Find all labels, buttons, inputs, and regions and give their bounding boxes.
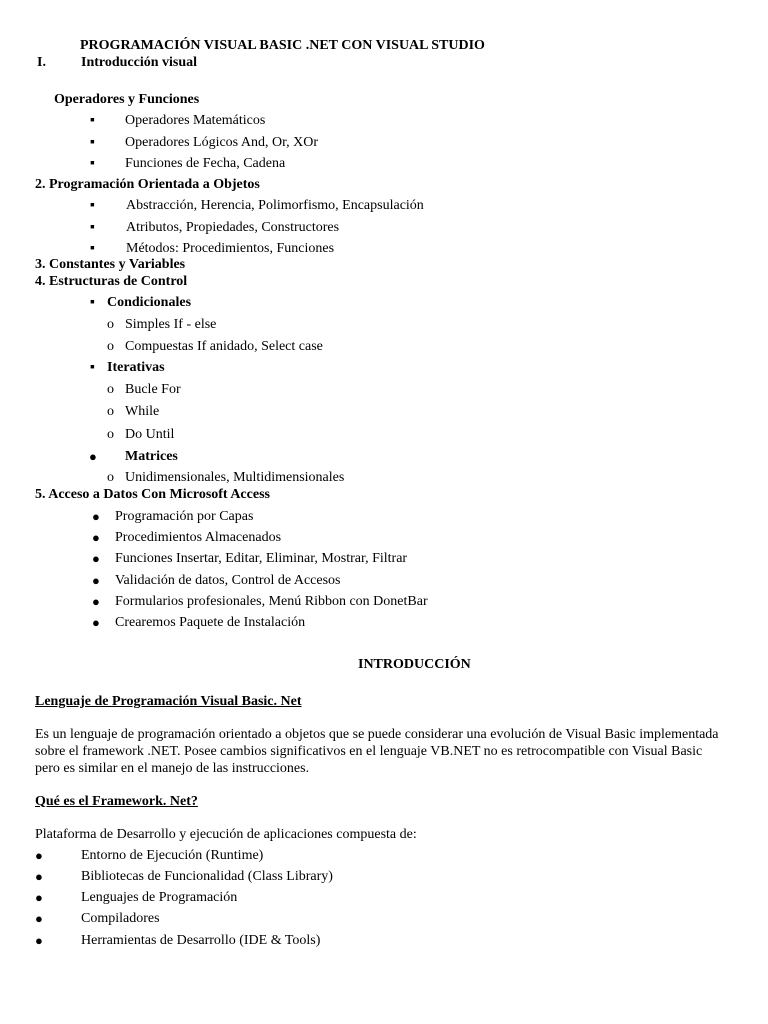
list-item: Funciones Insertar, Editar, Eliminar, Mostrar, Filtrar [115,551,408,566]
list-item: Unidimensionales, Multidimensionales [125,470,345,485]
list-item: Programación por Capas [115,509,254,524]
square-bullet-icon: ▪ [90,113,95,128]
square-bullet-icon: ▪ [90,198,95,213]
list-item: Atributos, Propiedades, Constructores [126,220,340,235]
list-item: Entorno de Ejecución (Runtime) [81,848,264,863]
list-item: Compiladores [81,911,160,926]
square-bullet-icon: ▪ [90,156,95,171]
list-item: Formularios profesionales, Menú Ribbon con DonetBar [115,594,428,609]
subsection-matrices: Matrices [125,449,178,464]
list-item: While [125,404,160,419]
framework-heading: Qué es el Framework. Net? [35,794,198,809]
section-1-number: I. [37,55,46,70]
round-bullet-icon: ● [92,530,100,545]
list-item: Bucle For [125,382,181,397]
section-1-title: Introducción visual [81,55,198,70]
circle-bullet-icon: o [107,382,114,397]
round-bullet-icon: ● [35,911,43,926]
circle-bullet-icon: o [107,317,114,332]
round-bullet-icon: ● [92,509,100,524]
round-bullet-icon: ● [92,594,100,609]
square-bullet-icon: ▪ [90,360,95,375]
round-bullet-icon: ● [92,573,100,588]
subsection-iterativas: Iterativas [107,360,165,375]
list-item: Do Until [125,427,175,442]
list-item: Compuestas If anidado, Select case [125,339,323,354]
document-title: PROGRAMACIÓN VISUAL BASIC .NET CON VISUAL STUDIO [80,38,485,53]
section-4-title: 4. Estructuras de Control [35,274,188,289]
list-item: Bibliotecas de Funcionalidad (Class Library) [81,869,333,884]
round-bullet-icon: ● [35,933,43,948]
list-item: Crearemos Paquete de Instalación [115,615,306,630]
round-bullet-icon: ● [35,869,43,884]
lang-heading: Lenguaje de Programación Visual Basic. Net [35,694,302,709]
square-bullet-icon: ▪ [90,135,95,150]
list-item: Herramientas de Desarrollo (IDE & Tools) [81,933,321,948]
subsection-condicionales: Condicionales [107,295,192,310]
list-item: Validación de datos, Control de Accesos [115,573,341,588]
intro-heading: INTRODUCCIÓN [358,657,471,672]
list-item: Funciones de Fecha, Cadena [125,156,286,171]
lang-paragraph: Es un lenguaje de programación orientado a objetos que se puede considerar una evolución de Visual Basic implementada sobre el framework .NET. Posee cambios significativos en el lenguaje VB.NET no es retrocompatible con Visual Basic pero es similar en el manejo de las instrucciones. [35,727,719,776]
round-bullet-icon: ● [92,551,100,566]
circle-bullet-icon: o [107,427,114,442]
section-5-title: 5. Acceso a Datos Con Microsoft Access [35,487,270,502]
square-bullet-icon: ▪ [90,220,95,235]
section-2-title: 2. Programación Orientada a Objetos [35,177,260,192]
round-bullet-icon: ● [92,615,100,630]
list-item: Operadores Lógicos And, Or, XOr [125,135,319,150]
round-bullet-icon: ● [35,890,43,905]
section-1-subtitle: Operadores y Funciones [54,92,200,107]
list-item: Operadores Matemáticos [125,113,266,128]
list-item: Simples If - else [125,317,217,332]
list-item: Abstracción, Herencia, Polimorfismo, Encapsulación [126,198,424,213]
section-3-title: 3. Constantes y Variables [35,257,186,272]
circle-bullet-icon: o [107,470,114,485]
circle-bullet-icon: o [107,404,114,419]
round-bullet-icon: ● [89,449,97,464]
list-item: Procedimientos Almacenados [115,530,282,545]
square-bullet-icon: ▪ [90,295,95,310]
list-item: Métodos: Procedimientos, Funciones [126,241,335,256]
list-item: Lenguajes de Programación [81,890,238,905]
round-bullet-icon: ● [35,848,43,863]
square-bullet-icon: ▪ [90,241,95,256]
circle-bullet-icon: o [107,339,114,354]
framework-paragraph: Plataforma de Desarrollo y ejecución de aplicaciones compuesta de: [35,827,417,842]
